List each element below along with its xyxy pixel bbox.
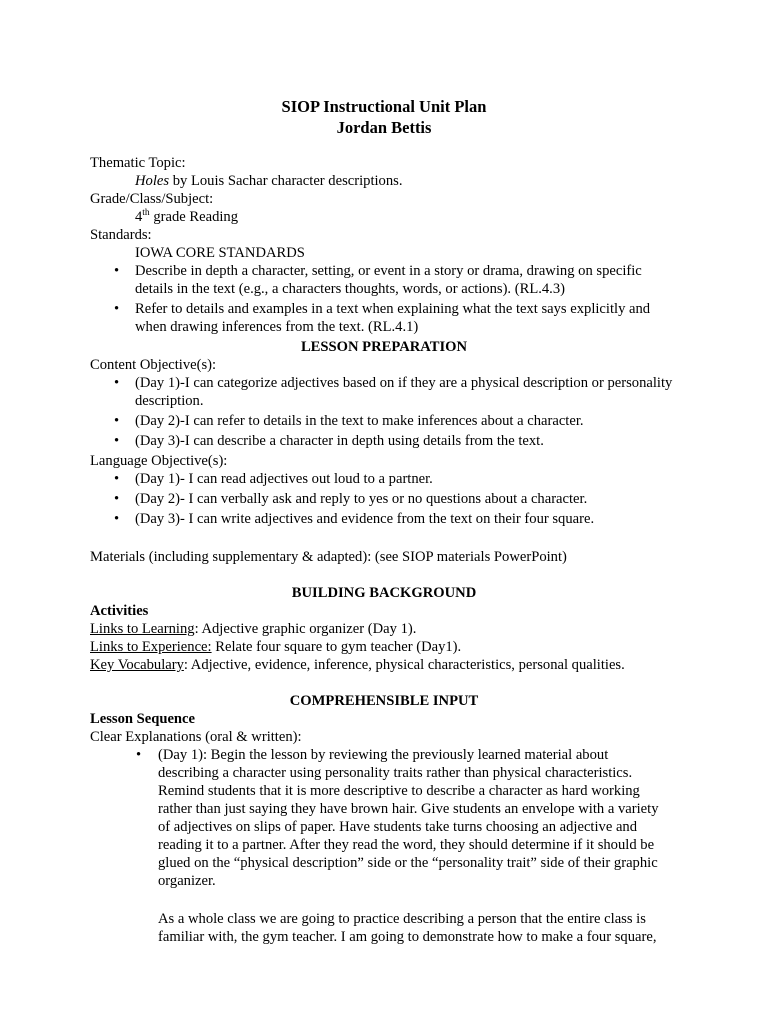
thematic-topic-label: Thematic Topic: xyxy=(90,155,186,171)
bullet-icon: • xyxy=(114,433,120,449)
thematic-topic-value xyxy=(90,172,678,190)
links-to-learning: Links to Learning: Adjective graphic organizer (Day 1). xyxy=(90,621,417,637)
grade-label: Grade/Class/Subject: xyxy=(90,191,214,207)
links-to-experience: Links to Experience: Relate four square to gym teacher (Day1). xyxy=(90,639,462,655)
document-title: SIOP Instructional Unit Plan xyxy=(281,97,487,116)
bullet-icon: • xyxy=(114,301,120,317)
clear-explanations-label: Clear Explanations (oral & written): xyxy=(90,729,302,745)
list-item: • (Day 2)- I can verbally ask and reply to yes or no questions about a character. xyxy=(114,491,588,507)
content-objectives-label: Content Objective(s): xyxy=(90,357,217,373)
list-item: • (Day 1): Begin the lesson by reviewing the previously learned material about describing a character using personality traits rather than physical characteristics. Remind students that it is more descriptive to describe a character as hard working rather than just saying they have brown hair. Give students an envelope with a variety of adjectives on slips of paper. Have students take turns choosing an adjective and reading it to a partner. After they read the word, they should determine if it should be glued on the “physical description” side or the “personality trait” side of their graphic organizer. xyxy=(136,747,659,889)
comprehensible-input-heading: COMPREHENSIBLE INPUT xyxy=(289,693,479,709)
lesson-sequence-heading: Lesson Sequence xyxy=(90,711,196,727)
list-item: • (Day 3)- I can write adjectives and evidence from the text on their four square. xyxy=(114,511,595,527)
list-item: • Refer to details and examples in a text when explaining what the text says explicitly and when drawing inferences from the text. (RL.4.1) xyxy=(114,301,651,335)
key-vocabulary-label: Key Vocabulary xyxy=(90,657,184,673)
language-objectives-label: Language Objective(s): xyxy=(90,453,228,469)
lesson-preparation-heading: LESSON PREPARATION xyxy=(300,339,468,355)
grade-number: 4 xyxy=(135,209,143,225)
paragraph: As a whole class we are going to practice describing a person that the entire class is familiar with, the gym teacher. I am going to demonstrate how to make a four square, xyxy=(158,911,657,945)
grade-rest: grade Reading xyxy=(149,209,239,225)
language-objectives-list xyxy=(90,470,678,528)
list-item: • (Day 3)-I can describe a character in depth using details from the text. xyxy=(114,433,544,449)
document-author: Jordan Bettis xyxy=(336,118,432,137)
book-title: Holes xyxy=(135,173,170,189)
standards-list xyxy=(90,262,678,336)
key-vocabulary: Key Vocabulary: Adjective, evidence, inference, physical characteristics, personal qualities. xyxy=(90,657,625,673)
materials-line: Materials (including supplementary & adapted): (see SIOP materials PowerPoint) xyxy=(90,549,567,565)
bullet-icon: • xyxy=(114,491,120,507)
bullet-icon: • xyxy=(114,263,120,279)
links-to-learning-label: Links to Learning xyxy=(90,621,195,637)
content-objectives-list xyxy=(90,374,678,450)
building-background-heading: BUILDING BACKGROUND xyxy=(291,585,477,601)
list-item: • (Day 1)- I can read adjectives out loud to a partner. xyxy=(114,471,433,487)
thematic-topic-rest: by Louis Sachar character descriptions. xyxy=(169,173,403,189)
bullet-icon: • xyxy=(114,413,120,429)
standards-name: IOWA CORE STANDARDS xyxy=(135,245,305,261)
links-to-experience-label: Links to Experience: xyxy=(90,639,212,655)
list-item: • (Day 2)-I can refer to details in the text to make inferences about a character. xyxy=(114,413,584,429)
list-item: • (Day 1)-I can categorize adjectives based on if they are a physical description or personality description. xyxy=(114,375,673,409)
explanations-list xyxy=(90,746,678,890)
bullet-icon: • xyxy=(114,511,120,527)
list-item: • Describe in depth a character, setting, or event in a story or drama, drawing on specific details in the text (e.g., a characters thoughts, words, or actions). (RL.4.3) xyxy=(114,263,642,297)
activities-heading: Activities xyxy=(90,603,149,619)
grade-value xyxy=(90,208,678,226)
grade-suffix: th xyxy=(142,208,150,219)
bullet-icon: • xyxy=(114,375,120,391)
bullet-icon: • xyxy=(114,471,120,487)
standards-label: Standards: xyxy=(90,227,152,243)
bullet-icon: • xyxy=(136,747,142,763)
